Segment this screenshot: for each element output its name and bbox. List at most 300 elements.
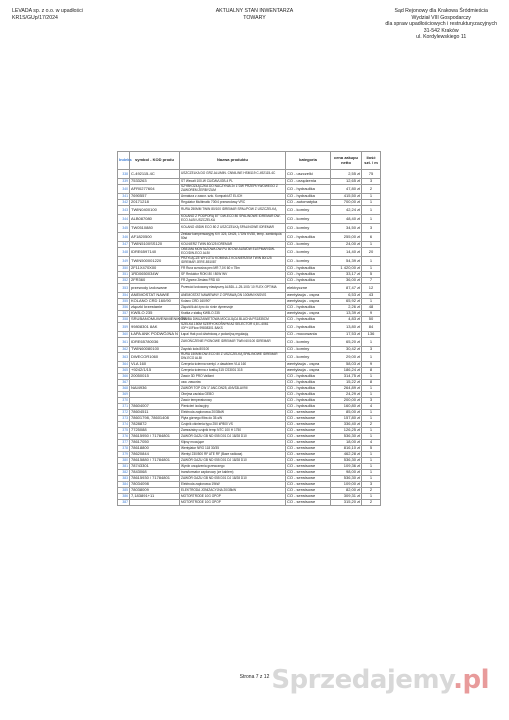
table-row — [118, 284, 381, 293]
row-quantity: 2 — [362, 422, 381, 428]
row-price: 536,30 zł — [331, 434, 362, 440]
row-symbol: TWIN60080100 — [130, 347, 180, 353]
row-price: 29,00 zł — [331, 353, 362, 362]
row-price: 109,36 zł — [331, 464, 362, 470]
row-index: 358 — [118, 317, 130, 323]
row-category: CO - serwisowe — [286, 446, 331, 452]
row-product-name: Zawór 3D PRO Vaillant — [180, 374, 286, 380]
row-category: CO - hydraulika — [286, 194, 331, 200]
row-symbol: 7690557 — [130, 194, 180, 200]
row-quantity: 5 — [362, 446, 381, 452]
row-index: 376 — [118, 434, 130, 440]
row-quantity: 9 — [362, 311, 381, 317]
row-category: CO - hydraulika — [286, 305, 331, 311]
case-number: KR1S/GUp/17/2024 — [12, 14, 58, 21]
row-product-name: MOTORTRODE 10G OPOP — [180, 494, 286, 500]
row-category: CO - serwisowe — [286, 410, 331, 416]
row-quantity: 1 — [362, 353, 381, 362]
row-product-name: KOLANO Z PODPORĄ 87° DW-ECO 80 SPALINOWE IDREMAR DW-ECO ALBI USZCZELKA — [180, 215, 286, 224]
row-quantity: 1 — [362, 458, 381, 464]
row-index: 357 — [118, 311, 130, 317]
row-symbol: 78743301 — [130, 464, 180, 470]
row-index: 378 — [118, 446, 130, 452]
row-quantity: 1 — [362, 206, 381, 215]
row-product-name: Czujnik ciśnienia typu 250 kP800 VS — [180, 422, 286, 428]
row-category: CO - hydraulika — [286, 266, 331, 272]
row-category: CO - hydraulika — [286, 317, 331, 323]
row-price: 816,10 zł — [331, 446, 362, 452]
row-product-name: RURA 250MM TWIN 80/100 IDREMAR SPAL/POW Z USZCZELKĄ — [180, 206, 286, 215]
inventory-table — [117, 151, 381, 506]
row-product-name: KOLANO 45DW ECO 80 Z USZCZELKĄ SPALINOWE IDREMAR — [180, 224, 286, 233]
row-category: CO - hydraulika — [286, 272, 331, 278]
row-category: CO - serwisowe — [286, 458, 331, 464]
row-index: 382 — [118, 470, 130, 476]
row-quantity: 1 — [362, 410, 381, 416]
row-index: 340 — [118, 185, 130, 194]
row-quantity: 3 — [362, 224, 381, 233]
row-price: 336,40 zł — [331, 422, 362, 428]
row-quantity: 1 — [362, 470, 381, 476]
row-index: 366 — [118, 374, 130, 380]
row-product-name: ANEMOSTAT NAWIEWNY Z OPRAWĄ DN 100MM KNSVIS — [180, 293, 286, 299]
row-quantity: 3 — [362, 347, 381, 353]
row-index: 354 — [118, 293, 130, 299]
table-row — [118, 248, 381, 257]
row-price: 314,75 zł — [331, 374, 362, 380]
row-index: 346 — [118, 233, 130, 242]
row-symbol: KWB-O 235 — [130, 311, 180, 317]
watermark-tld: .pl — [453, 665, 489, 695]
row-symbol — [130, 500, 180, 506]
row-category: CO - kominy — [286, 347, 331, 353]
row-category: CO - hydraulika — [286, 374, 331, 380]
row-symbol: 78601798, 78601408 — [130, 416, 180, 422]
row-category: CO - serwisowe — [286, 440, 331, 446]
row-product-name: RURA 150MM DW-ECO 80 Z USZCZELKĄ SPALINOWE IDREMAR DW-ECO ALBI — [180, 353, 286, 362]
row-index: 383 — [118, 476, 130, 482]
row-category: CO - serwisowe — [286, 476, 331, 482]
table-row — [118, 233, 381, 242]
row-symbol: ŁAPA ANK PODWÓJNA N — [131, 331, 178, 337]
document-subtitle: TOWARY — [243, 14, 266, 21]
court-street: ul. Kordylewskiego 11 — [416, 34, 467, 41]
row-index: 359 — [118, 323, 130, 332]
row-product-name: SZELKA 150M SZERYOKOŚNYM A2 SELECTOR 4,8 L-4061 IOP+10Flow 99808301 8AKS — [180, 323, 286, 332]
row-quantity: 1 — [362, 464, 381, 470]
row-quantity: 7 — [362, 278, 381, 284]
column-header-quantity: ilość szt. / m — [362, 152, 381, 170]
row-category: wentylacja - ospra — [286, 368, 331, 374]
row-index: 362 — [118, 347, 130, 353]
row-price: 109,00 zł — [331, 482, 362, 488]
row-quantity: 1 — [362, 374, 381, 380]
row-symbol: KOLANO CRD 160/90 — [130, 299, 180, 305]
row-quantity: 4 — [362, 440, 381, 446]
row-index: 345 — [118, 224, 130, 233]
row-category: CO - hydraulika — [286, 386, 331, 392]
row-category: CO - mocowania — [286, 332, 331, 338]
row-quantity: 5 — [362, 272, 381, 278]
row-quantity: 1 — [362, 242, 381, 248]
row-quantity: 9 — [362, 362, 381, 368]
row-quantity: 2 — [362, 500, 381, 506]
column-header-index: Indeks — [118, 152, 130, 170]
row-product-name: OBEJMA MONTAŻOWA DW-PU 80 DW-ALBI/DW ELEPMAR/DW-ECO/DW-ECO ALBI — [180, 248, 286, 257]
row-symbol: 78034098 — [130, 482, 180, 488]
row-price: 4,83 zł — [331, 317, 362, 323]
row-price: 157,80 zł — [331, 416, 362, 422]
row-price: 255,00 zł — [331, 233, 362, 242]
row-product-name: ZAWÓR GAZU GB ND 055 D01 DJ 18/28 D10 — [180, 458, 286, 464]
row-product-name: ST Wecalt 100-W CU/DAVUGB-4 PL — [180, 179, 286, 185]
court-section: dla spraw upadłościowych i restrukturyzacyjnych — [385, 21, 497, 28]
row-index: 381 — [118, 464, 130, 470]
row-category: CO - hydraulika — [286, 233, 331, 242]
row-symbol: 20171218 — [130, 200, 180, 206]
row-price: 6,53 zł — [331, 293, 362, 299]
row-quantity: 43 — [362, 293, 381, 299]
row-index: 364 — [118, 362, 130, 368]
row-quantity: 1 — [362, 215, 381, 224]
row-product-name: ZAWÓR GAZU GB ND 055 D01 DJ 18/28 D10 — [180, 434, 286, 440]
row-quantity: 12 — [362, 284, 381, 293]
row-price: 186,24 zł — [331, 368, 362, 374]
row-index: 377 — [118, 440, 130, 446]
row-price: 1 420,00 zł — [331, 266, 362, 272]
row-symbol: przewody izolowane — [130, 284, 180, 293]
row-category: CO - kominy — [286, 248, 331, 257]
row-product-name: Wentyl 230/500 RF ATE RF (Baze radiowa) — [180, 452, 286, 458]
watermark-name: Sprzedajemy — [271, 665, 454, 695]
row-category: wentylacja - ospra — [286, 311, 331, 317]
row-category: CO - serwisowe — [286, 416, 331, 422]
row-price: 160,80 zł — [331, 404, 362, 410]
row-quantity: 136 — [362, 332, 381, 338]
row-symbol: VLA 160 — [130, 362, 180, 368]
row-quantity: 2 — [362, 488, 381, 494]
row-quantity: 1 — [362, 392, 381, 398]
row-index: 350 — [118, 266, 130, 272]
row-symbol: SRUBANOMUWENMIENIKOW — [131, 316, 187, 322]
row-product-name: MOTORTRODE 10G OPOP — [180, 500, 286, 506]
row-index: 356 — [118, 305, 130, 311]
row-product-name: Złączki/Łuki żyro do rónie dymenzcje — [180, 305, 286, 311]
row-product-name: ŚRUBA DWUZAWIETOWA MOCUJĄCA BLACHA PS1835CM — [180, 317, 286, 323]
row-category: CO - serwisowe — [286, 434, 331, 440]
row-symbol: NAI4936 — [130, 386, 180, 392]
row-quantity: 1 — [362, 476, 381, 482]
row-price: 58,03 zł — [331, 362, 362, 368]
row-product-name: Zawór temperaturowy — [180, 398, 286, 404]
row-symbol: 78617050 — [130, 440, 180, 446]
row-category: CO - serwisowe — [286, 500, 331, 506]
table-row — [118, 224, 381, 233]
row-symbol: 78620844 — [130, 452, 180, 458]
column-header-price: cena zakupu netto — [331, 152, 362, 170]
row-index: 387 — [118, 500, 130, 506]
row-quantity: 3 — [362, 179, 381, 185]
row-symbol: TWIN500001220 — [130, 257, 180, 266]
row-product-name: PRZYŁĄCZE WYLOTU KOMINA Z KOLNIERZEM TWIN 80/125 IDREMAR JERE-851087 — [180, 257, 286, 266]
row-index: 371 — [118, 404, 130, 410]
row-price: 536,30 zł — [331, 458, 362, 464]
row-price: 2,55 zł — [331, 170, 362, 179]
row-price: 415,50 zł — [331, 194, 362, 200]
table-body — [118, 170, 381, 506]
row-product-name: Płyta górnego filtra do 35-sW — [180, 416, 286, 422]
row-quantity: 1 — [362, 200, 381, 206]
row-category: CO - hydraulika — [286, 380, 331, 386]
row-price: 65,20 zł — [331, 338, 362, 347]
row-symbol: IDRE65780036 — [130, 338, 180, 347]
row-index: 367 — [118, 380, 130, 386]
table-header-row — [118, 152, 381, 170]
row-quantity: 3 — [362, 482, 381, 488]
row-index: 360 — [118, 332, 130, 338]
row-product-name: FR Rura wznośna pex MR 7,0X 60 x 75m — [180, 266, 286, 272]
court-name: Sąd Rejonowy dla Krakowa Śródmieścia — [394, 8, 488, 14]
row-price: 15,22 zł — [331, 380, 362, 386]
row-symbol: IDRE6597140 — [130, 248, 180, 257]
row-symbol: 78615930 / 71784801 — [130, 476, 180, 482]
row-price: 700,00 zł — [331, 200, 362, 206]
row-quantity: 1 — [362, 299, 381, 305]
row-product-name: Pierścień izolacyjny — [180, 404, 286, 410]
header-right — [385, 8, 497, 41]
row-price: 13,80 zł — [331, 323, 362, 332]
watermark-logo — [271, 665, 489, 695]
row-index: 361 — [118, 338, 130, 347]
row-product-name: Elektroda zapłonowa 20/35kW — [180, 410, 286, 416]
row-category: CO - hydraulika — [286, 278, 331, 284]
row-symbol: C-492115-4C — [130, 170, 180, 179]
row-price: 48,40 zł — [331, 215, 362, 224]
table-row — [118, 353, 381, 362]
row-price: 315,20 zł — [331, 500, 362, 506]
row-product-name: ZAKOŃCZENIE PIONOWE IDREMAR TWIN 60/100 IDREMAR — [180, 338, 286, 347]
row-product-name: osw. zaworów — [180, 380, 286, 386]
row-category: CO - hydraulika — [286, 398, 331, 404]
row-symbol: 99808301 8AK — [130, 323, 180, 332]
row-index: 374 — [118, 422, 130, 428]
row-symbol: ALB087080 — [130, 215, 180, 224]
row-product-name: Armatura z zawor. sztc. Kompakt AT ELICH — [180, 194, 286, 200]
column-header-name: Nazwa produktu — [180, 152, 286, 170]
row-category: CO - serwisowe — [286, 422, 331, 428]
row-quantity: 1 — [362, 266, 381, 272]
row-product-name: ZAWÓR GAZU GB ND 055 D01 DJ 18/28 D10 — [180, 476, 286, 482]
row-price: 30,42 zł — [331, 347, 362, 353]
row-quantity: 1 — [362, 257, 381, 266]
row-product-name: Regulator Multimatic 700/4 przewodowy VRC — [180, 200, 286, 206]
row-product-name: ELEKTRODA JONIZACYJNA 20/35kW — [180, 488, 286, 494]
row-category: CO - serwisowe — [286, 464, 331, 470]
row-product-name: Czerpnia ścienna wentyl. z daszkiem VLA 160 — [180, 362, 286, 368]
row-product-name: SF Reduktor ROKI 80 / 80W WV — [180, 272, 286, 278]
row-index: 355 — [118, 299, 130, 305]
row-index: 386 — [118, 494, 130, 500]
row-price: 87,47 zł — [331, 284, 362, 293]
row-price: 24,29 zł — [331, 392, 362, 398]
row-price: 2,26 zł — [331, 305, 362, 311]
row-price: 24,00 zł — [331, 242, 362, 248]
row-quantity: 3 — [362, 398, 381, 404]
row-quantity: 8 — [362, 368, 381, 374]
row-price: 200,00 zł — [331, 398, 362, 404]
row-symbol: 78604007 — [130, 404, 180, 410]
row-symbol: 7,183891+11 — [130, 494, 180, 500]
row-symbol: +9242/1/15 — [130, 368, 180, 374]
row-category: CO - kominy — [286, 353, 331, 362]
row-symbol: ANEMOSTAT NAWIE — [130, 293, 180, 299]
row-symbol: DWECOR1060 — [130, 353, 180, 362]
row-price: 36,00 zł — [331, 278, 362, 284]
row-category: CO - hydraulika — [286, 392, 331, 398]
row-product-name: Czerpnia ścienna z kratką 315 CS3001 315 — [180, 368, 286, 374]
row-product-name: KOLNIERZ TWIN 80/125 IDREMAR — [180, 242, 286, 248]
column-header-symbol: symbol - KOD produ — [130, 152, 180, 170]
row-product-name: FR Zgrzew Zestaw FRD 60 — [180, 278, 286, 284]
row-quantity: 1 — [362, 386, 381, 392]
row-category: CO - kominy — [286, 242, 331, 248]
row-product-name: USZCZELKA DO GRZ.ALUMIN. CNNILINE HSM119 C-492115-4C — [180, 170, 286, 179]
row-index: 339 — [118, 179, 130, 185]
row-symbol: 2F11X470X00 — [130, 266, 180, 272]
row-symbol: 7843068 — [130, 470, 180, 476]
row-product-name: Przewód izolowany elastyczny ALBDL-L-25-10G/ 10 FLEX OPTIMA — [180, 284, 286, 293]
table-row — [118, 257, 381, 266]
column-header-category: kategoria — [286, 152, 331, 170]
row-category: CO - hydraulika — [286, 404, 331, 410]
row-category: CO - serwisowe — [286, 488, 331, 494]
row-index: 373 — [118, 416, 130, 422]
row-quantity: 2 — [362, 185, 381, 194]
court-city: 31-542 Kraków — [423, 27, 459, 34]
row-product-name: Łapa/ Hak pod dźwiniową z podwójną regulacją — [180, 332, 286, 338]
row-category: CO - hydraulika — [286, 185, 331, 194]
row-category: CO - automatyka — [286, 200, 331, 206]
row-category: wentylacja - ospra — [286, 293, 331, 299]
row-category: CO - serwisowe — [286, 452, 331, 458]
row-symbol: TW0510880 — [130, 224, 180, 233]
row-category: CO - kominy — [286, 257, 331, 266]
row-symbol: 7828872 — [130, 422, 180, 428]
row-price: 18,00 zł — [331, 440, 362, 446]
row-price: 12,65 zł — [331, 179, 362, 185]
row-quantity: 84 — [362, 323, 381, 332]
table-row — [118, 215, 381, 224]
row-quantity: 1 — [362, 194, 381, 200]
row-index: 348 — [118, 248, 130, 257]
row-category: CO - uszczelki — [286, 170, 331, 179]
row-category: CO - kominy — [286, 338, 331, 347]
row-category: CO - kominy — [286, 215, 331, 224]
row-product-name: transformator zapłonowy (ze kablem) — [180, 470, 286, 476]
row-category: CO - urządzenia — [286, 179, 331, 185]
row-price: 264,89 zł — [331, 386, 362, 392]
row-index: 385 — [118, 488, 130, 494]
row-quantity: 1 — [362, 494, 381, 500]
row-price: 33,17 zł — [331, 272, 362, 278]
row-index: 363 — [118, 353, 130, 362]
row-quantity: 6 — [362, 233, 381, 242]
row-price: 42,24 zł — [331, 206, 362, 215]
row-category: CO - kominy — [286, 206, 331, 215]
row-price: 85,00 zł — [331, 410, 362, 416]
row-price: 126,25 zł — [331, 428, 362, 434]
row-price: 536,30 zł — [331, 476, 362, 482]
row-product-name: Elektroda zapłonowa 19kW — [180, 482, 286, 488]
row-price: 65,92 zł — [331, 299, 362, 305]
row-category: CO - kominy — [286, 224, 331, 233]
row-category: CO - serwisowe — [286, 482, 331, 488]
row-index: 384 — [118, 482, 130, 488]
row-price: 13,39 zł — [331, 311, 362, 317]
row-category: wentylacja - ospra — [286, 362, 331, 368]
row-quantity: 1 — [362, 434, 381, 440]
row-product-name: Wentylator NRG 118 30/35 — [180, 446, 286, 452]
table-row — [118, 185, 381, 194]
row-index: 349 — [118, 257, 130, 266]
row-product-name: Kratka z siatką KWB-O 235 — [180, 311, 286, 317]
row-index: 368 — [118, 386, 130, 392]
row-symbol: 78604511 — [130, 410, 180, 416]
row-symbol: 7725088 — [130, 428, 180, 434]
row-price: 98,00 zł — [331, 470, 362, 476]
row-index: 351 — [118, 272, 130, 278]
row-index: 379 — [118, 452, 130, 458]
row-quantity: 48 — [362, 305, 381, 311]
row-symbol: 20050015 — [130, 374, 180, 380]
table-row — [118, 500, 381, 506]
row-quantity: 4 — [362, 404, 381, 410]
row-product-name: Zaycisk koła 80/100 — [180, 347, 286, 353]
row-category: CO - serwisowe — [286, 470, 331, 476]
row-index: 370 — [118, 398, 130, 404]
row-index: 365 — [118, 368, 130, 374]
table-row — [118, 170, 381, 179]
row-price: 14,40 zł — [331, 248, 362, 257]
row-symbol: TWIN0400100 — [130, 206, 180, 215]
row-index: 375 — [118, 428, 130, 434]
court-division: Wydział VIII Gospodarczy — [411, 14, 471, 21]
row-symbol: 2FR360 — [130, 278, 180, 284]
row-price: 309,31 zł — [331, 494, 362, 500]
row-price: 82,00 zł — [331, 488, 362, 494]
row-quantity: 75 — [362, 170, 381, 179]
row-product-name: Zamrażalny czujnik temp NTC 100 H 1750 — [180, 428, 286, 434]
row-index: 342 — [118, 200, 130, 206]
row-symbol: 1RD0650034W — [130, 272, 180, 278]
row-price: 47,80 zł — [331, 185, 362, 194]
row-product-name: Zestaw kompensacyjny K/V 325, DN25, 1"DW KV58, temp. zamknięcia 50st — [180, 233, 286, 242]
row-index: 380 — [118, 458, 130, 464]
row-quantity: 50 — [362, 317, 381, 323]
row-quantity: 8 — [362, 380, 381, 386]
row-product-name: Obejma zaciska GEBO — [180, 392, 286, 398]
row-price: 17,53 zł — [331, 332, 362, 338]
row-index: 372 — [118, 410, 130, 416]
row-category: elektryczne — [286, 284, 331, 293]
row-index: 347 — [118, 242, 130, 248]
row-price: 54,39 zł — [331, 257, 362, 266]
row-index: 344 — [118, 215, 130, 224]
row-product-name: ZAWÓR TOP CW 1" ANC.DN25, ANV33LAV9II — [180, 386, 286, 392]
row-category: wentylacja - ospra — [286, 299, 331, 305]
row-quantity: 20 — [362, 248, 381, 257]
row-product-name: SZYBKOZŁĄCZKA DO NACZYNIA 2x 1"DW PRZEPŁYWOWEGO Z ZAWOREM ZERBYZUM — [180, 185, 286, 194]
